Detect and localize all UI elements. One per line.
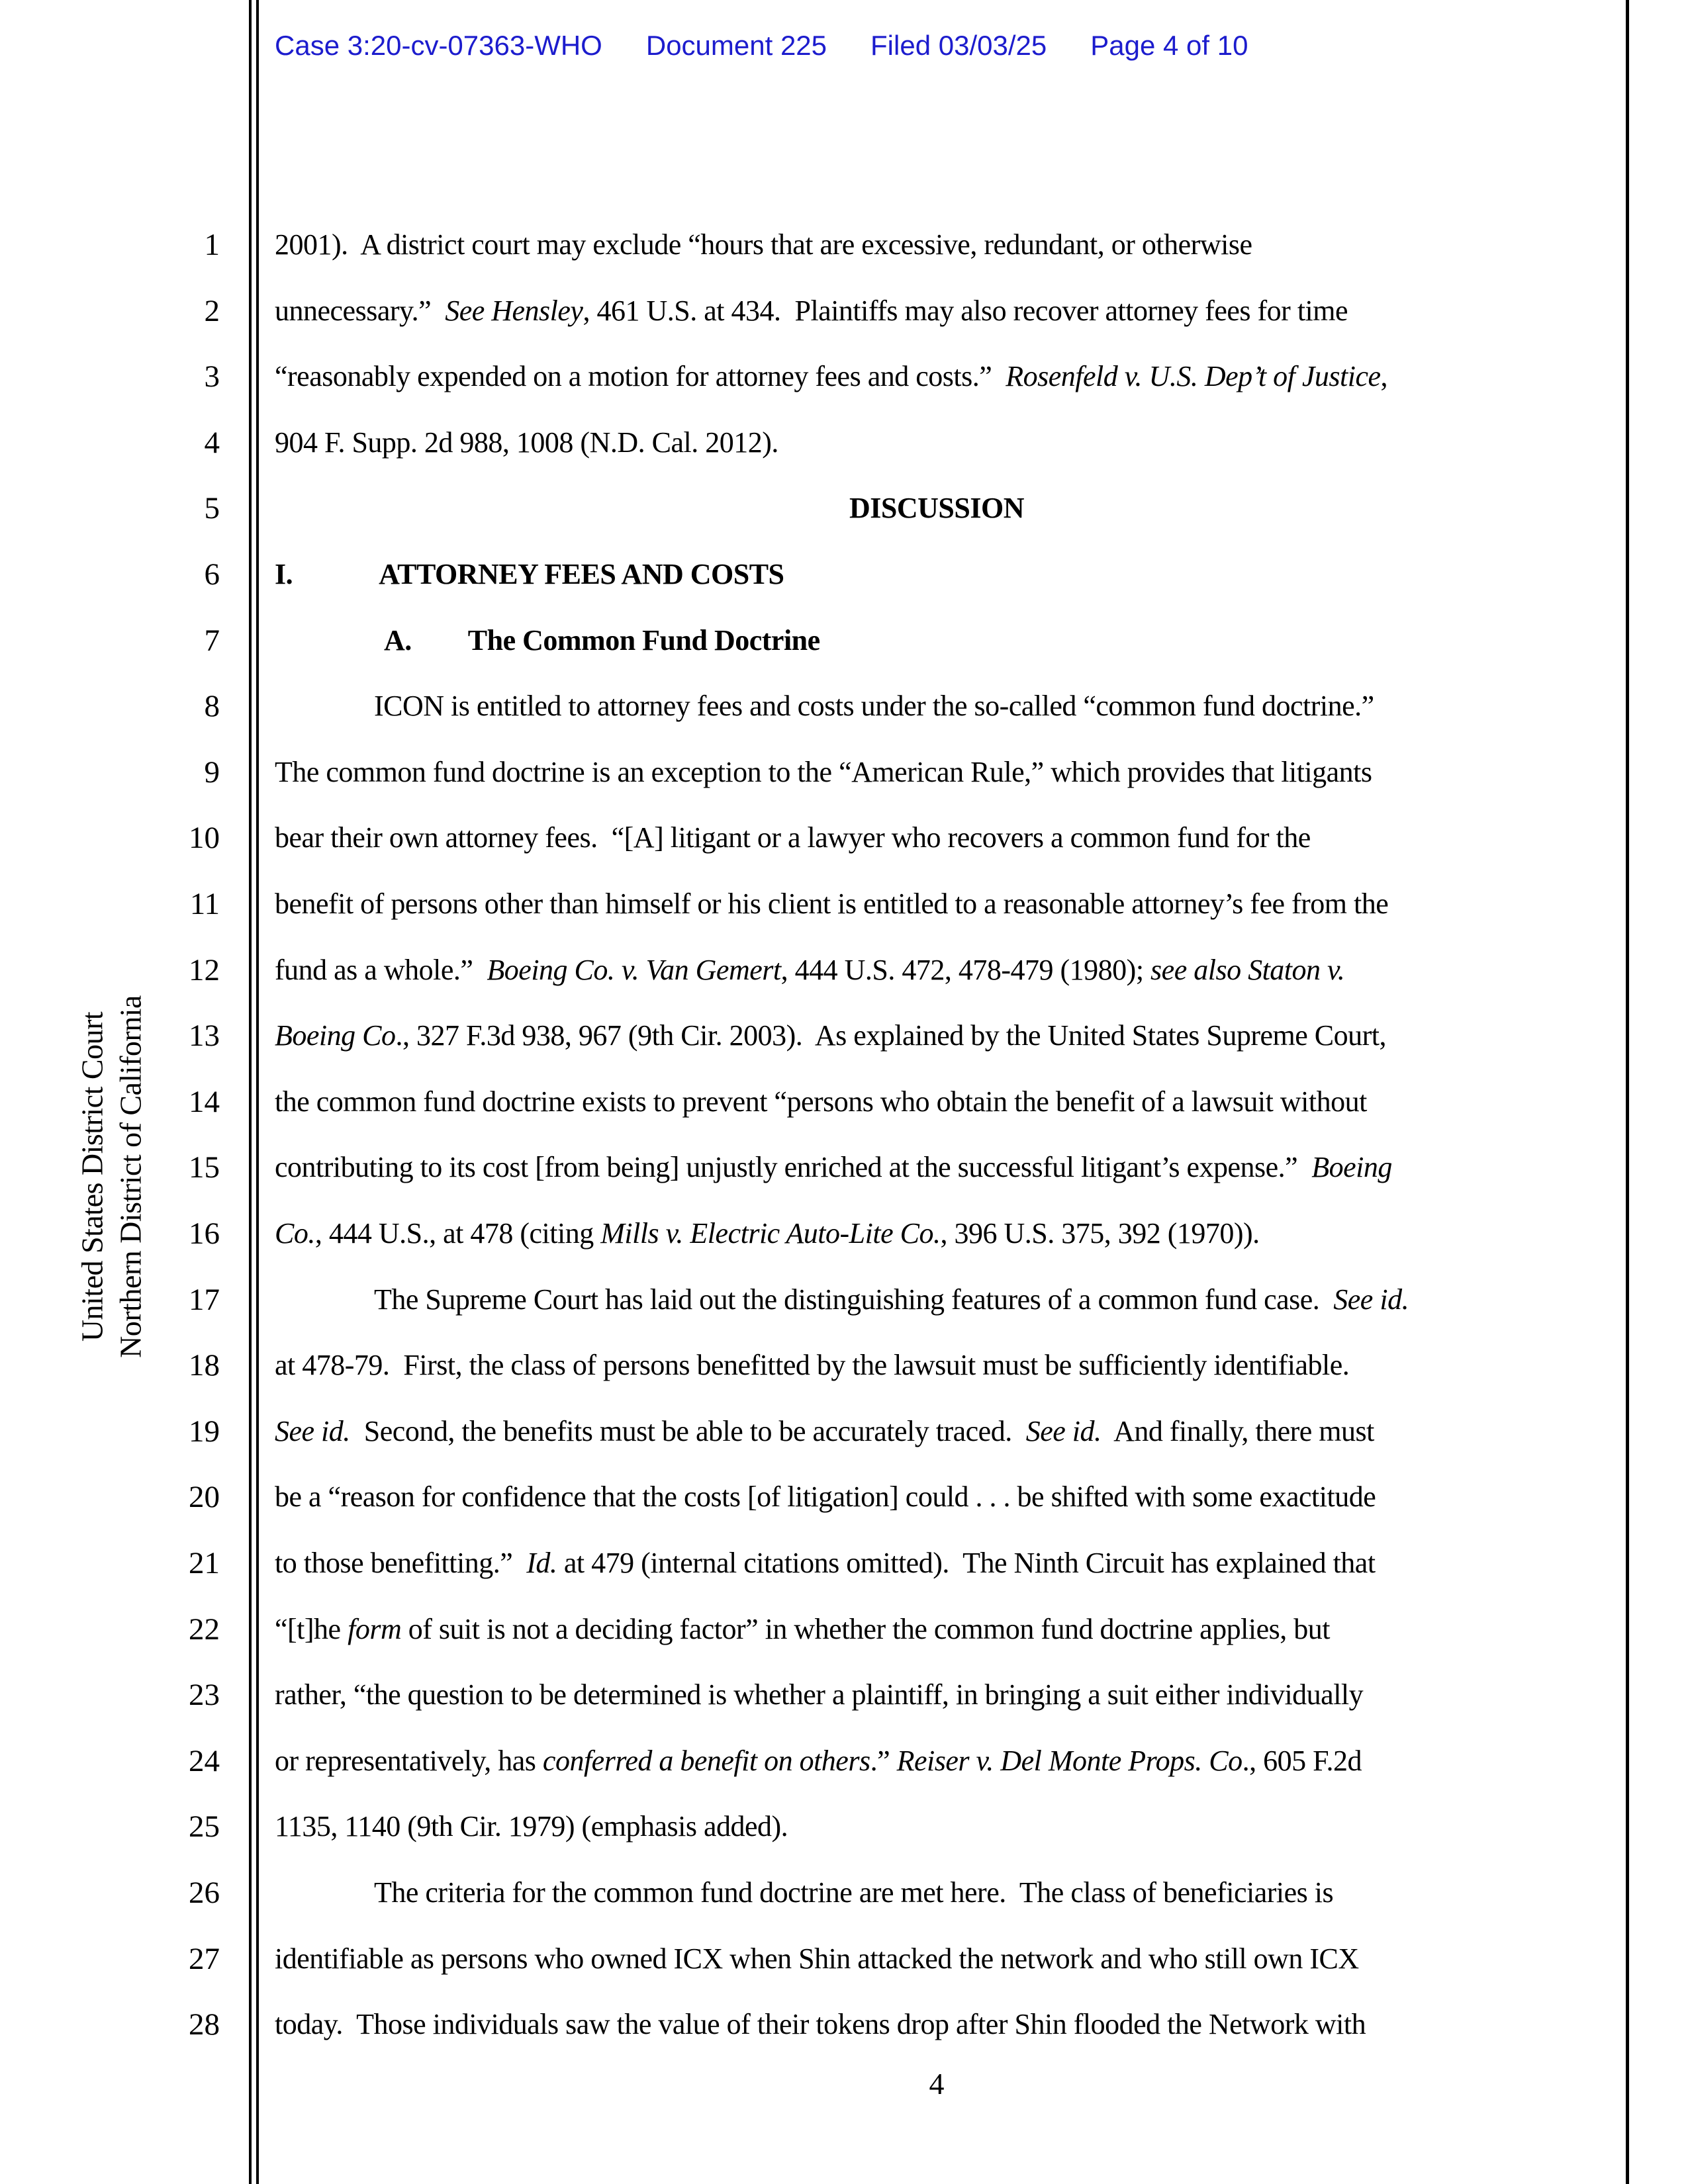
text-line	[275, 226, 1599, 263]
text-line	[275, 2006, 1599, 2043]
line-number: 8	[204, 689, 220, 723]
text-segment: , 461 U.S. at 434. Plaintiffs may also recover attorney fees for time	[583, 295, 1348, 327]
text-segment: Boeing	[1311, 1151, 1392, 1183]
text-segment: The Common Fund Doctrine	[467, 624, 820, 657]
line-number: 14	[189, 1085, 220, 1119]
line-number: 26	[189, 1876, 220, 1910]
text-line	[275, 1874, 1688, 1911]
text-line	[275, 1743, 1599, 1780]
text-segment: the common fund doctrine exists to prevent “persons who obtain the benefit of a lawsuit without	[275, 1085, 1367, 1118]
text-segment: “[t]he	[275, 1613, 348, 1645]
text-line	[275, 1413, 1599, 1450]
text-segment: Second, the benefits must be able to be accurately traced.	[350, 1415, 1026, 1447]
text-segment: conferred a benefit on others	[542, 1745, 870, 1777]
footer-page-number: 4	[929, 2067, 945, 2101]
header-page-of: Page 4 of 10	[1090, 30, 1248, 61]
text-segment: 1135, 1140 (9th Cir. 1979) (emphasis added).	[275, 1810, 788, 1843]
text-segment: Id.	[526, 1547, 557, 1579]
text-segment: Boeing Co	[275, 1019, 396, 1052]
text-line	[275, 1017, 1599, 1054]
text-line	[275, 1808, 1599, 1845]
court-name-line1: United States District Court	[75, 1011, 109, 1342]
text-segment: I.	[275, 558, 293, 590]
header-document-number: Document 225	[645, 30, 827, 61]
text-segment: See Hensley	[445, 295, 583, 327]
text-line	[275, 293, 1599, 330]
court-name-line2: Northern District of California	[113, 995, 148, 1358]
text-segment: Rosenfeld v. U.S. Dep’t of Justice	[1006, 360, 1381, 392]
text-segment: ., 605 F.2d	[1242, 1745, 1362, 1777]
text-segment: ., 327 F.3d 938, 967 (9th Cir. 2003). As explained by the United States Supreme Court,	[395, 1019, 1387, 1052]
text-line	[275, 1149, 1599, 1186]
text-segment: Boeing Co. v. Van Gemert	[487, 954, 781, 986]
text-line	[275, 1611, 1599, 1648]
text-segment: unnecessary.”	[275, 295, 445, 327]
line-number: 7	[204, 623, 220, 658]
line-number: 22	[189, 1612, 220, 1647]
text-line	[275, 952, 1599, 989]
text-segment: See id.	[275, 1415, 350, 1447]
text-line	[275, 622, 1599, 659]
text-segment: See id.	[1025, 1415, 1102, 1447]
text-line	[275, 1676, 1599, 1713]
line-number: 4	[204, 426, 220, 460]
text-segment: Reiser v. Del Monte Props. Co	[896, 1745, 1243, 1777]
left-double-rule-inner	[256, 0, 259, 2184]
line-number: 17	[189, 1283, 220, 1317]
text-segment: at 479 (internal citations omitted). The Ninth Circuit has explained that	[557, 1547, 1376, 1579]
text-line	[275, 358, 1599, 395]
line-number: 24	[189, 1744, 220, 1778]
text-segment: of suit is not a deciding factor” in whether the common fund doctrine applies, but	[401, 1613, 1331, 1645]
text-segment: fund as a whole.”	[275, 954, 487, 986]
ecf-header	[275, 30, 1248, 61]
text-segment: Mills v. Electric Auto-Lite Co.	[600, 1217, 941, 1250]
header-filed-date: Filed 03/03/25	[870, 30, 1047, 61]
text-segment: The common fund doctrine is an exception to the “American Rule,” which provides that litigants	[275, 756, 1372, 788]
text-line	[275, 1545, 1599, 1582]
text-segment: see also Staton v.	[1150, 954, 1345, 986]
line-number: 20	[189, 1480, 220, 1514]
text-segment: rather, “the question to be determined is whether a plaintiff, in bringing a suit either individually	[275, 1678, 1364, 1711]
text-segment: identifiable as persons who owned ICX when Shin attacked the network and who still own ICX	[275, 1942, 1359, 1975]
text-segment: DISCUSSION	[849, 492, 1024, 524]
text-segment: bear their own attorney fees. “[A] litigant or a lawyer who recovers a common fund for the	[275, 821, 1311, 854]
line-number: 13	[189, 1019, 220, 1053]
left-double-rule-outer	[249, 0, 252, 2184]
line-number: 10	[189, 821, 220, 855]
text-segment: today. Those individuals saw the value of their tokens drop after Shin flooded the Network with	[275, 2008, 1366, 2040]
line-number: 28	[189, 2007, 220, 2042]
text-segment: 904 F. Supp. 2d 988, 1008 (N.D. Cal. 2012).	[275, 426, 778, 459]
right-margin-rule	[1626, 0, 1629, 2184]
text-line	[275, 490, 1599, 527]
text-segment: A.	[384, 624, 412, 657]
text-segment: See id.	[1333, 1283, 1409, 1316]
text-segment: contributing to its cost [from being] unjustly enriched at the successful litigant’s expense.”	[275, 1151, 1312, 1183]
text-segment: “reasonably expended on a motion for attorney fees and costs.”	[275, 360, 1006, 392]
text-segment: form	[348, 1613, 402, 1645]
text-segment: Co.	[275, 1217, 315, 1250]
text-line	[275, 688, 1688, 725]
text-segment: , 444 U.S., at 478 (citing	[314, 1217, 601, 1250]
text-segment: be a “reason for confidence that the costs [of litigation] could . . . be shifted with some exactitude	[275, 1480, 1376, 1513]
line-number: 15	[189, 1150, 220, 1185]
text-segment: at 478-79. First, the class of persons benefitted by the lawsuit must be sufficiently identifiable.	[275, 1349, 1350, 1381]
line-number: 21	[189, 1546, 220, 1580]
line-number: 6	[204, 557, 220, 592]
line-number: 9	[204, 755, 220, 790]
text-segment: ATTORNEY FEES AND COSTS	[379, 558, 784, 590]
text-segment: benefit of persons other than himself or his client is entitled to a reasonable attorney’s fee from the	[275, 887, 1389, 920]
line-number: 23	[189, 1678, 220, 1712]
text-line	[275, 556, 1599, 593]
text-segment: , 396 U.S. 375, 392 (1970)).	[940, 1217, 1260, 1250]
text-line	[275, 754, 1599, 791]
text-segment: The criteria for the common fund doctrine are met here. The class of beneficiaries is	[374, 1876, 1334, 1909]
text-segment: or representatively, has	[275, 1745, 543, 1777]
line-number: 18	[189, 1348, 220, 1383]
text-line	[275, 1281, 1688, 1318]
line-number: 27	[189, 1942, 220, 1976]
text-line	[275, 424, 1599, 461]
line-number: 25	[189, 1809, 220, 1844]
text-segment: to those benefitting.”	[275, 1547, 527, 1579]
text-line	[275, 1083, 1599, 1120]
text-segment: ,	[1380, 360, 1388, 392]
text-line	[275, 819, 1599, 856]
text-line	[275, 1347, 1599, 1384]
line-number: 12	[189, 953, 220, 987]
text-line	[275, 1215, 1599, 1252]
header-case-number: Case 3:20-cv-07363-WHO	[275, 30, 602, 61]
text-segment: 2001). A district court may exclude “hours that are excessive, redundant, or otherwise	[275, 228, 1252, 261]
line-number: 3	[204, 359, 220, 394]
line-number: 2	[204, 294, 220, 328]
text-segment: , 444 U.S. 472, 478-479 (1980);	[780, 954, 1151, 986]
line-number: 19	[189, 1414, 220, 1449]
text-segment: ICON is entitled to attorney fees and costs under the so-called “common fund doctrine.”	[374, 690, 1374, 722]
text-segment: .”	[870, 1745, 897, 1777]
line-number: 5	[204, 491, 220, 525]
line-number: 11	[189, 887, 220, 921]
text-line	[275, 1940, 1599, 1978]
text-segment: The Supreme Court has laid out the distinguishing features of a common fund case.	[374, 1283, 1334, 1316]
text-line	[275, 1479, 1599, 1516]
text-segment: And finally, there must	[1101, 1415, 1374, 1447]
line-number: 16	[189, 1216, 220, 1251]
line-number: 1	[204, 228, 220, 262]
text-line	[275, 886, 1599, 923]
